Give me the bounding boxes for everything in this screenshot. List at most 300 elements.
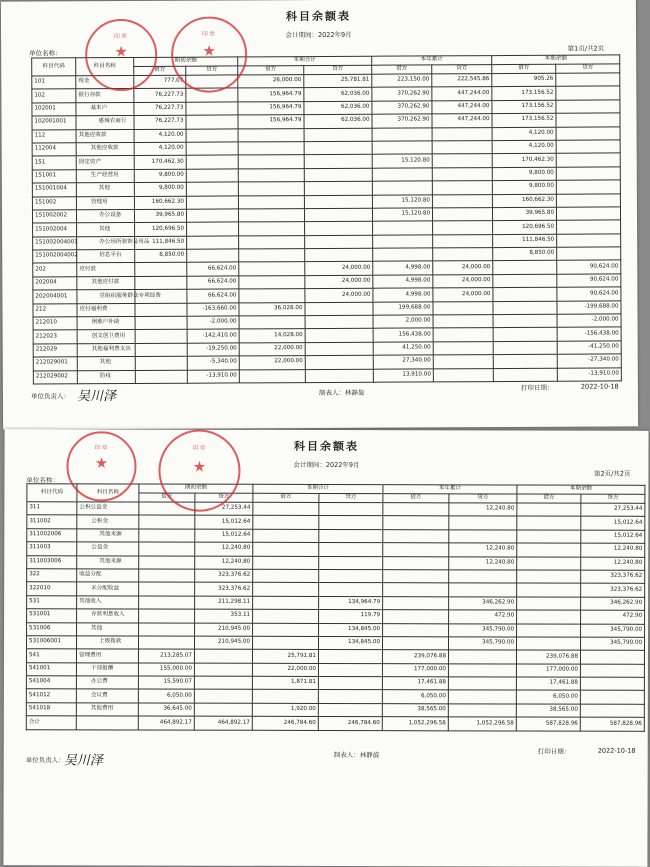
cell-current-debit: 36,028.00 — [239, 302, 305, 316]
cell-opening-debit: 464,892.17 — [138, 716, 194, 730]
cell-opening-credit — [194, 690, 252, 704]
cell-current-credit: 119.79 — [319, 610, 383, 624]
cell-ytd-credit — [449, 516, 517, 530]
cell-closing-debit: 6,050.00 — [516, 690, 580, 704]
cell-ytd-debit: 156,438.00 — [373, 328, 433, 342]
cell-opening-debit — [135, 356, 187, 370]
cell-closing-debit: 173,156.52 — [492, 113, 556, 127]
cell-name: 其他 — [77, 223, 135, 237]
cell-name: 其他应收款 — [76, 129, 134, 143]
cell-code: 212029 — [33, 344, 77, 358]
cell-name: 现金 — [76, 75, 134, 89]
cell-current-credit: 24,000.00 — [305, 262, 373, 276]
cell-name: 管理用 — [76, 196, 134, 210]
cell-current-debit — [253, 516, 319, 530]
cell-code: 151002004001 — [33, 236, 77, 250]
cell-closing-debit — [517, 516, 581, 530]
cell-ytd-credit — [433, 248, 493, 262]
cell-code: 101 — [32, 76, 76, 90]
cell-ytd-credit — [433, 328, 493, 342]
cell-opening-credit: -163,660.00 — [187, 303, 239, 317]
cell-current-credit — [304, 128, 372, 142]
col-header-ytd: 本年累计 — [372, 56, 492, 66]
cell-closing-debit: 39,965.80 — [493, 207, 557, 221]
cell-closing-credit — [580, 704, 644, 718]
cell-ytd-credit — [433, 234, 493, 248]
cell-closing-credit: 15,012.64 — [581, 517, 645, 531]
cell-ytd-credit: 472.90 — [449, 610, 517, 624]
cell-current-debit — [253, 502, 319, 516]
cell-closing-credit — [557, 220, 621, 234]
cell-current-credit — [318, 663, 382, 677]
cell-code: 102 — [32, 89, 76, 103]
col-header-opening: 期初余额 — [134, 57, 238, 67]
cell-current-credit — [319, 556, 383, 570]
col-header-credit: 贷方 — [195, 493, 253, 502]
red-seal-stamp: 印章 — [66, 431, 136, 501]
page-number: 第2页/共2页 — [593, 469, 631, 478]
cell-opening-debit: 213,285.07 — [138, 649, 194, 663]
cell-code: 202004 — [33, 277, 77, 291]
cell-name: 其他 — [77, 357, 135, 371]
cell-code: 151001004 — [32, 183, 76, 197]
cell-opening-credit — [194, 703, 252, 717]
cell-ytd-debit — [383, 503, 449, 517]
cell-closing-debit — [517, 624, 581, 638]
cell-current-credit — [305, 248, 373, 262]
accounting-period: 会计期间：2022年9月 — [293, 460, 360, 470]
cell-current-debit — [239, 249, 305, 263]
col-header-debit: 借方 — [492, 64, 556, 73]
cell-code: 212029002 — [33, 370, 77, 384]
col-header-name: 科目名称 — [76, 57, 134, 75]
cell-ytd-credit: 447,244.00 — [432, 87, 492, 101]
cell-ytd-credit — [448, 704, 516, 718]
cell-ytd-debit: 6,050.00 — [382, 690, 448, 704]
report-title: 科目余额表 — [294, 439, 360, 454]
cell-closing-credit: -2,000.00 — [557, 314, 621, 328]
cell-opening-debit: 777.07 — [134, 75, 186, 89]
cell-opening-debit — [139, 515, 195, 529]
cell-opening-debit: 76,227.73 — [134, 89, 186, 103]
col-header-credit: 贷方 — [556, 64, 620, 73]
cell-closing-debit: 4,120.00 — [492, 127, 556, 141]
cell-ytd-credit — [449, 583, 517, 597]
unit-name-label: 单位名称： — [26, 476, 59, 485]
cell-current-credit: 134,964.79 — [319, 596, 383, 610]
cell-opening-credit — [186, 128, 238, 142]
cell-current-debit: 156,964.79 — [238, 88, 304, 102]
cell-code: 541018 — [26, 703, 76, 717]
cell-current-credit — [319, 502, 383, 516]
cell-code: 151002002 — [32, 210, 76, 224]
cell-ytd-debit — [373, 248, 433, 262]
cell-current-credit — [318, 677, 382, 691]
cell-closing-debit — [493, 341, 557, 355]
cell-current-debit — [238, 182, 304, 196]
cell-ytd-credit — [432, 194, 492, 208]
cell-opening-debit: 111,846.50 — [135, 236, 187, 250]
cell-current-credit — [305, 222, 373, 236]
cell-closing-debit: 9,800.00 — [492, 180, 556, 194]
cell-ytd-credit: 24,000.00 — [433, 288, 493, 302]
cell-ytd-credit: 12,240.80 — [449, 503, 517, 517]
cell-ytd-credit: 24,000.00 — [433, 274, 493, 288]
cell-ytd-credit — [433, 341, 493, 355]
cell-code: 322010 — [27, 582, 77, 596]
cell-closing-debit: 173,156.52 — [492, 87, 556, 101]
cell-ytd-debit — [383, 596, 449, 610]
cell-name: 困难户补助 — [77, 316, 135, 330]
cell-closing-credit: -27,340.00 — [557, 354, 621, 368]
cell-opening-credit: 210,945.00 — [195, 623, 253, 637]
cell-opening-debit — [135, 330, 187, 344]
cell-ytd-debit — [372, 127, 432, 141]
footer-responsible-label: 单位负责人： — [25, 756, 65, 765]
cell-opening-debit — [135, 370, 187, 384]
cell-opening-credit: 12,240.80 — [195, 542, 253, 556]
cell-current-debit — [253, 542, 319, 556]
cell-ytd-credit — [432, 127, 492, 141]
cell-closing-debit: 8,850.00 — [493, 247, 557, 261]
cell-name: 防疫 — [77, 370, 135, 384]
table-row — [33, 368, 621, 384]
cell-current-credit: 62,036.00 — [304, 101, 372, 115]
cell-ytd-credit: 12,240.80 — [449, 543, 517, 557]
cell-current-credit: 25,781.81 — [304, 74, 372, 88]
cell-current-debit — [239, 316, 305, 330]
cell-opening-debit — [139, 582, 195, 596]
cell-ytd-credit — [449, 530, 517, 544]
cell-closing-credit — [557, 207, 621, 221]
cell-ytd-debit: 4,998.00 — [373, 275, 433, 289]
red-seal-stamp: 印章 — [158, 430, 240, 512]
cell-code: 112004 — [32, 143, 76, 157]
cell-opening-credit — [186, 195, 238, 209]
cell-ytd-debit: 41,250.00 — [373, 342, 433, 356]
footer-maker: 制表人：林静旋 — [333, 751, 380, 760]
cell-opening-debit: 9,800.00 — [134, 169, 186, 183]
cell-code: 541012 — [26, 689, 76, 703]
cell-closing-credit — [556, 140, 620, 154]
cell-code: 212 — [33, 303, 77, 317]
cell-current-credit — [305, 302, 373, 316]
cell-closing-credit: 90,624.00 — [557, 260, 621, 274]
col-header-credit: 贷方 — [581, 494, 645, 503]
cell-current-credit — [319, 583, 383, 597]
col-header-debit: 借方 — [238, 66, 304, 75]
cell-ytd-debit: 15,120.80 — [372, 154, 432, 168]
page-number: 第1页/共2页 — [567, 44, 605, 53]
cell-opening-debit — [139, 609, 195, 623]
cell-current-credit: 246,784.60 — [318, 717, 382, 731]
cell-name: 创文创卫费用 — [77, 330, 135, 344]
cell-current-debit: 22,000.00 — [239, 356, 305, 370]
balance-table — [31, 54, 622, 384]
cell-closing-debit: 38,565.00 — [516, 704, 580, 718]
cell-name: 上级拨款 — [76, 636, 138, 650]
cell-closing-credit: 587,828.96 — [580, 717, 644, 731]
cell-opening-credit — [186, 115, 238, 129]
footer-responsible-label: 单位负责人： — [30, 392, 70, 401]
cell-ytd-debit: 370,262.90 — [372, 87, 432, 101]
cell-closing-credit — [556, 86, 620, 100]
cell-current-debit: 1,871.81 — [252, 676, 318, 690]
cell-closing-debit — [517, 637, 581, 651]
cell-opening-credit: 323,376.62 — [195, 582, 253, 596]
cell-current-debit — [238, 155, 304, 169]
cell-ytd-credit — [448, 677, 516, 691]
cell-current-debit: 22,000.00 — [239, 342, 305, 356]
cell-current-credit — [304, 141, 372, 155]
cell-closing-credit — [556, 100, 620, 114]
cell-opening-credit: -2,000.00 — [187, 316, 239, 330]
cell-code: 311002006 — [27, 528, 77, 542]
cell-opening-debit — [139, 569, 195, 583]
cell-current-debit: 1,920.00 — [252, 703, 318, 717]
cell-current-debit — [238, 142, 304, 156]
cell-closing-debit — [517, 570, 581, 584]
footer-print-date-label: 打印日期： — [537, 747, 571, 756]
cell-closing-credit — [556, 167, 620, 181]
cell-ytd-debit — [383, 556, 449, 570]
cell-opening-credit: -5,340.00 — [187, 356, 239, 370]
cell-current-debit — [253, 583, 319, 597]
footer-print-date: 2022-10-18 — [597, 746, 636, 755]
cell-name: 存款利息收入 — [77, 609, 139, 623]
cell-code: 151002004002 — [33, 250, 77, 264]
footer-print-date: 2022-10-18 — [580, 382, 619, 391]
cell-ytd-credit — [448, 650, 516, 664]
cell-closing-debit: 905.26 — [492, 73, 556, 87]
cell-current-credit — [305, 235, 373, 249]
cell-current-debit: 26,000.00 — [238, 75, 304, 89]
cell-current-debit — [239, 289, 305, 303]
col-header-debit: 借方 — [372, 65, 432, 74]
cell-opening-credit — [187, 236, 239, 250]
cell-opening-credit — [187, 222, 239, 236]
cell-name: 干部报酬 — [76, 663, 138, 677]
cell-opening-credit: 27,253.44 — [195, 502, 253, 516]
cell-code: 541 — [26, 649, 76, 663]
cell-current-credit: 134,845.00 — [319, 636, 383, 650]
cell-ytd-debit — [383, 583, 449, 597]
cell-ytd-debit — [373, 235, 433, 249]
cell-closing-credit — [580, 677, 644, 691]
cell-ytd-credit — [448, 664, 516, 678]
cell-ytd-debit — [373, 221, 433, 235]
cell-ytd-debit: 223,150.00 — [372, 74, 432, 88]
cell-current-credit — [318, 703, 382, 717]
cell-ytd-debit — [372, 141, 432, 155]
cell-ytd-credit — [433, 301, 493, 315]
cell-current-debit — [253, 623, 319, 637]
cell-closing-debit — [493, 354, 557, 368]
cell-closing-debit — [517, 503, 581, 517]
cell-ytd-credit — [432, 181, 492, 195]
col-header-current: 本期合计 — [238, 56, 372, 66]
cell-current-credit — [305, 355, 373, 369]
cell-closing-credit — [581, 650, 645, 664]
cell-current-credit — [319, 543, 383, 557]
col-header-debit: 借方 — [517, 494, 581, 503]
col-header-credit: 贷方 — [432, 65, 492, 74]
cell-name: 基本户 — [76, 102, 134, 116]
cell-closing-credit: -199,688.00 — [557, 301, 621, 315]
cell-name: 收益分配 — [77, 569, 139, 583]
cell-closing-debit — [517, 583, 581, 597]
cell-current-debit — [253, 529, 319, 543]
cell-ytd-debit: 15,120.80 — [373, 208, 433, 222]
cell-code: 311002 — [27, 515, 77, 529]
cell-closing-credit — [580, 664, 644, 678]
cell-name: 应付福利费 — [77, 303, 135, 317]
red-seal-stamp: 印章 — [85, 19, 157, 91]
cell-opening-credit — [186, 209, 238, 223]
cell-name: 会议费 — [76, 689, 138, 703]
cell-ytd-credit — [449, 570, 517, 584]
cell-ytd-debit — [383, 623, 449, 637]
cell-code: 151 — [32, 156, 76, 170]
cell-code: 151002004 — [33, 223, 77, 237]
cell-current-debit — [238, 168, 304, 182]
cell-ytd-debit: 370,262.90 — [372, 114, 432, 128]
cell-opening-debit — [139, 623, 195, 637]
cell-opening-credit: -142,410.00 — [187, 329, 239, 343]
cell-opening-debit — [139, 596, 195, 610]
cell-ytd-debit: 177,000.00 — [382, 663, 448, 677]
col-header-credit: 贷方 — [449, 494, 517, 503]
cell-ytd-debit: 38,565.00 — [382, 704, 448, 718]
cell-current-debit — [239, 262, 305, 276]
cell-ytd-credit: 447,244.00 — [432, 114, 492, 128]
cell-opening-credit — [186, 169, 238, 183]
cell-opening-debit: 39,965.80 — [134, 209, 186, 223]
cell-current-debit — [252, 690, 318, 704]
cell-current-debit: 25,791.81 — [252, 650, 318, 664]
cell-opening-credit — [186, 88, 238, 102]
cell-current-debit: 156,964.79 — [238, 101, 304, 115]
cell-closing-credit — [557, 234, 621, 248]
cell-ytd-debit: 4,998.00 — [373, 261, 433, 275]
cell-name: 办公费 — [76, 676, 138, 690]
col-header-debit: 借方 — [139, 493, 195, 502]
cell-current-credit — [305, 342, 373, 356]
cell-name: 其他应收款 — [76, 142, 134, 156]
cell-opening-debit — [135, 303, 187, 317]
cell-opening-credit — [194, 649, 252, 663]
col-header-credit: 贷方 — [186, 66, 238, 75]
cell-opening-credit: 211,298.11 — [195, 596, 253, 610]
cell-ytd-credit — [432, 154, 492, 168]
signature: 吴川泽 — [76, 389, 117, 405]
cell-opening-credit: 323,376.62 — [195, 569, 253, 583]
cell-current-debit — [253, 609, 319, 623]
cell-code: 202 — [33, 263, 77, 277]
cell-ytd-debit — [383, 516, 449, 530]
cell-closing-debit — [493, 314, 557, 328]
cell-ytd-debit: 4,998.00 — [373, 288, 433, 302]
col-header-debit: 借方 — [383, 494, 449, 503]
cell-current-debit — [253, 596, 319, 610]
cell-opening-debit: 36,645.00 — [138, 703, 194, 717]
unit-name-label: 单位名称： — [29, 49, 62, 58]
cell-name — [76, 716, 138, 730]
cell-closing-debit: 177,000.00 — [516, 664, 580, 678]
cell-opening-debit: 15,590.07 — [138, 676, 194, 690]
cell-closing-credit: 90,624.00 — [557, 287, 621, 301]
cell-name: 办公场所装饰及用品 — [77, 236, 135, 250]
cell-current-credit — [304, 155, 372, 169]
cell-closing-debit — [493, 301, 557, 315]
cell-code: 322 — [27, 569, 77, 583]
cell-current-debit: 156,964.79 — [238, 115, 304, 129]
cell-opening-credit — [187, 249, 239, 263]
accounting-period: 会计期间：2022年9月 — [285, 30, 352, 40]
cell-name: 公积金 — [77, 515, 139, 529]
cell-closing-credit — [556, 126, 620, 140]
cell-ytd-credit — [433, 355, 493, 369]
cell-opening-credit — [186, 75, 238, 89]
cell-current-debit — [239, 369, 305, 383]
cell-name: 公积公益金 — [77, 502, 139, 516]
cell-current-credit — [318, 650, 382, 664]
cell-name: 公益金 — [77, 542, 139, 556]
cell-opening-debit — [139, 542, 195, 556]
red-seal-stamp: 印章 — [171, 16, 247, 92]
cell-closing-credit: 15,012.64 — [581, 530, 645, 544]
cell-opening-debit — [135, 263, 187, 277]
cell-closing-debit: 17,461.88 — [516, 677, 580, 691]
cell-name: 其他福利费支出 — [77, 343, 135, 357]
cell-code: 202004001 — [33, 290, 77, 304]
cell-closing-credit: 472.90 — [581, 610, 645, 624]
cell-ytd-credit: 345,790.00 — [449, 623, 517, 637]
cell-closing-debit — [493, 368, 557, 382]
cell-code: 541001 — [26, 662, 76, 676]
cell-code: 531006001 — [26, 636, 76, 650]
cell-current-credit — [305, 315, 373, 329]
cell-opening-debit: 6,050.00 — [138, 689, 194, 703]
cell-name: 生产经营用 — [76, 169, 134, 183]
footer-maker: 制表人：林静旋 — [318, 388, 365, 398]
cell-ytd-credit — [433, 368, 493, 382]
cell-current-credit — [319, 516, 383, 530]
cell-closing-debit — [517, 610, 581, 624]
cell-name: 未分配收益 — [77, 582, 139, 596]
cell-current-debit — [253, 556, 319, 570]
cell-ytd-credit — [433, 208, 493, 222]
cell-current-credit — [304, 168, 372, 182]
cell-current-credit — [305, 329, 373, 343]
cell-opening-debit — [139, 556, 195, 570]
cell-current-debit — [253, 636, 319, 650]
cell-opening-credit — [194, 663, 252, 677]
cell-closing-debit: 9,800.00 — [492, 167, 556, 181]
col-header-closing: 本期余额 — [492, 55, 620, 65]
cell-code: 102001 — [32, 103, 76, 117]
cell-ytd-credit: 24,000.00 — [433, 261, 493, 275]
cell-current-credit — [304, 208, 372, 222]
cell-name: 惠城农商行 — [76, 116, 134, 130]
cell-closing-credit: 27,253.44 — [581, 503, 645, 517]
cell-opening-debit — [135, 276, 187, 290]
cell-current-credit — [319, 569, 383, 583]
balance-table — [26, 483, 646, 731]
cell-closing-debit — [517, 597, 581, 611]
cell-closing-debit: 120,696.50 — [493, 221, 557, 235]
cell-closing-credit: -13,910.00 — [557, 368, 621, 382]
